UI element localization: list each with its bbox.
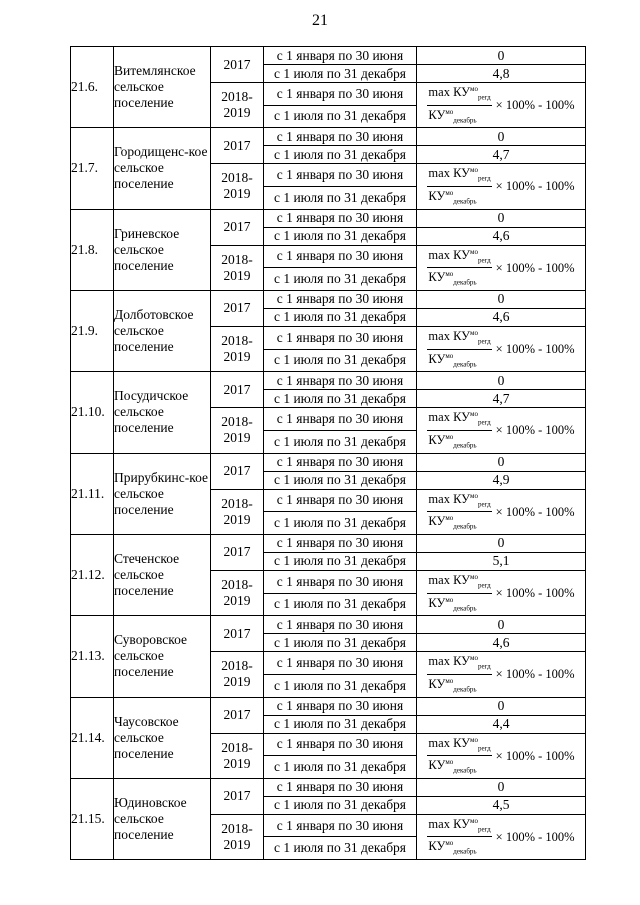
value-second-half: 4,9 [417, 471, 586, 489]
period-second-half: с 1 июля по 31 декабря [264, 674, 417, 697]
year-2017: 2017 [211, 697, 264, 733]
year-2017: 2017 [211, 616, 264, 652]
formula-cell [417, 570, 586, 615]
formula-tail: × 100% - 100% [495, 179, 575, 194]
period-first-half: с 1 января по 30 июня [264, 372, 417, 390]
index-formula [417, 571, 585, 615]
formula-cell [417, 733, 586, 778]
year-2018-2019: 2018-2019 [211, 245, 264, 290]
value-first-half: 0 [417, 697, 586, 715]
period-second-half: с 1 июля по 31 декабря [264, 65, 417, 83]
year-2018-2019: 2018-2019 [211, 489, 264, 534]
formula-fraction [427, 246, 491, 290]
period-second-half: с 1 июля по 31 декабря [264, 227, 417, 245]
formula-fraction [427, 83, 491, 127]
formula-tail: × 100% - 100% [495, 260, 575, 275]
value-second-half: 4,5 [417, 796, 586, 814]
period-first-half: с 1 января по 30 июня [264, 778, 417, 796]
settlement-name: Долботовское сельское поселение [114, 290, 211, 371]
row-number: 21.8. [71, 209, 114, 290]
formula-tail: × 100% - 100% [495, 342, 575, 357]
value-first-half: 0 [417, 453, 586, 471]
settlement-name: Витемлянское сельское поселение [114, 47, 211, 128]
period-second-half: с 1 июля по 31 декабря [264, 837, 417, 860]
formula-fraction [427, 164, 491, 208]
year-2017: 2017 [211, 128, 264, 164]
formula-denominator: $КУ^{мо}_{декабрь}$ [428, 839, 477, 857]
year-2017: 2017 [211, 372, 264, 408]
row-number: 21.10. [71, 372, 114, 453]
formula-fraction [427, 571, 491, 615]
period-first-half: с 1 января по 30 июня [264, 209, 417, 227]
formula-numerator: $\max КУ^{мо}_{регд}$ [427, 490, 491, 513]
value-first-half: 0 [417, 534, 586, 552]
period-first-half: с 1 января по 30 июня [264, 408, 417, 431]
period-second-half: с 1 июля по 31 декабря [264, 471, 417, 489]
period-first-half: с 1 января по 30 июня [264, 326, 417, 349]
formula-tail: × 100% - 100% [495, 98, 575, 113]
formula-denominator: $КУ^{мо}_{декабрь}$ [428, 107, 477, 125]
formula-denominator: $КУ^{мо}_{декабрь}$ [428, 595, 477, 613]
formula-numerator: $\max КУ^{мо}_{регд}$ [427, 734, 491, 757]
formula-cell [417, 83, 586, 128]
value-second-half: 4,6 [417, 308, 586, 326]
period-second-half: с 1 июля по 31 декабря [264, 349, 417, 372]
period-first-half: с 1 января по 30 июня [264, 652, 417, 675]
tariff-table [70, 46, 586, 860]
period-first-half: с 1 января по 30 июня [264, 83, 417, 106]
value-second-half: 4,7 [417, 390, 586, 408]
period-second-half: с 1 июля по 31 декабря [264, 715, 417, 733]
formula-numerator: $\max КУ^{мо}_{регд}$ [427, 246, 491, 269]
value-first-half: 0 [417, 209, 586, 227]
period-second-half: с 1 июля по 31 декабря [264, 552, 417, 570]
year-2018-2019: 2018-2019 [211, 83, 264, 128]
formula-cell [417, 489, 586, 534]
year-2018-2019: 2018-2019 [211, 570, 264, 615]
period-second-half: с 1 июля по 31 декабря [264, 512, 417, 535]
value-second-half: 4,7 [417, 146, 586, 164]
formula-numerator: $\max КУ^{мо}_{регд}$ [427, 815, 491, 838]
year-2017: 2017 [211, 290, 264, 326]
value-second-half: 4,6 [417, 634, 586, 652]
index-formula [417, 327, 585, 371]
year-2018-2019: 2018-2019 [211, 652, 264, 697]
period-second-half: с 1 июля по 31 декабря [264, 430, 417, 453]
period-first-half: с 1 января по 30 июня [264, 534, 417, 552]
row-number: 21.14. [71, 697, 114, 778]
row-number: 21.9. [71, 290, 114, 371]
formula-cell [417, 164, 586, 209]
value-second-half: 5,1 [417, 552, 586, 570]
index-formula [417, 408, 585, 452]
formula-fraction [427, 652, 491, 696]
year-2018-2019: 2018-2019 [211, 164, 264, 209]
formula-cell [417, 326, 586, 371]
settlement-name: Юдиновское сельское поселение [114, 778, 211, 859]
value-first-half: 0 [417, 128, 586, 146]
formula-denominator: $КУ^{мо}_{декабрь}$ [428, 432, 477, 450]
year-2017: 2017 [211, 209, 264, 245]
period-first-half: с 1 января по 30 июня [264, 290, 417, 308]
value-first-half: 0 [417, 47, 586, 65]
formula-denominator: $КУ^{мо}_{декабрь}$ [428, 270, 477, 287]
period-second-half: с 1 июля по 31 декабря [264, 105, 417, 128]
period-first-half: с 1 января по 30 июня [264, 47, 417, 65]
period-second-half: с 1 июля по 31 декабря [264, 146, 417, 164]
formula-denominator: $КУ^{мо}_{декабрь}$ [428, 514, 477, 531]
formula-cell [417, 408, 586, 453]
index-formula [417, 164, 585, 208]
page-number: 21 [312, 12, 328, 29]
formula-numerator: $\max КУ^{мо}_{регд}$ [427, 571, 491, 594]
period-first-half: с 1 января по 30 июня [264, 453, 417, 471]
value-first-half: 0 [417, 290, 586, 308]
value-first-half: 0 [417, 616, 586, 634]
row-number: 21.15. [71, 778, 114, 859]
value-first-half: 0 [417, 372, 586, 390]
formula-fraction [427, 408, 491, 452]
period-first-half: с 1 января по 30 июня [264, 616, 417, 634]
formula-cell [417, 652, 586, 697]
period-second-half: с 1 июля по 31 декабря [264, 186, 417, 209]
index-formula [417, 652, 585, 696]
index-formula [417, 490, 585, 534]
formula-numerator: $\max КУ^{мо}_{регд}$ [427, 83, 491, 106]
year-2018-2019: 2018-2019 [211, 408, 264, 453]
period-first-half: с 1 января по 30 июня [264, 697, 417, 715]
row-number: 21.6. [71, 47, 114, 128]
period-first-half: с 1 января по 30 июня [264, 489, 417, 512]
index-formula [417, 83, 585, 127]
formula-cell [417, 814, 586, 859]
period-second-half: с 1 июля по 31 декабря [264, 593, 417, 616]
formula-numerator: $\max КУ^{мо}_{регд}$ [427, 327, 491, 350]
year-2018-2019: 2018-2019 [211, 814, 264, 859]
settlement-name: Суворовское сельское поселение [114, 616, 211, 697]
formula-tail: × 100% - 100% [495, 829, 575, 844]
index-formula [417, 815, 585, 859]
period-first-half: с 1 января по 30 июня [264, 733, 417, 756]
value-second-half: 4,4 [417, 715, 586, 733]
year-2017: 2017 [211, 453, 264, 489]
formula-denominator: $КУ^{мо}_{декабрь}$ [428, 351, 477, 369]
formula-tail: × 100% - 100% [495, 667, 575, 682]
formula-tail: × 100% - 100% [495, 423, 575, 438]
row-number: 21.12. [71, 534, 114, 615]
formula-cell [417, 245, 586, 290]
period-first-half: с 1 января по 30 июня [264, 570, 417, 593]
formula-numerator: $\max КУ^{мо}_{регд}$ [427, 408, 491, 431]
settlement-name: Посудичское сельское поселение [114, 372, 211, 453]
settlement-name: Гриневское сельское поселение [114, 209, 211, 290]
period-second-half: с 1 июля по 31 декабря [264, 390, 417, 408]
row-number: 21.11. [71, 453, 114, 534]
index-formula [417, 734, 585, 778]
value-first-half: 0 [417, 778, 586, 796]
settlement-name: Чаусовское сельское поселение [114, 697, 211, 778]
formula-fraction [427, 734, 491, 778]
year-2017: 2017 [211, 47, 264, 83]
formula-tail: × 100% - 100% [495, 504, 575, 519]
period-first-half: с 1 января по 30 июня [264, 164, 417, 187]
value-second-half: 4,6 [417, 227, 586, 245]
formula-denominator: $КУ^{мо}_{декабрь}$ [428, 758, 477, 775]
formula-tail: × 100% - 100% [495, 748, 575, 763]
period-second-half: с 1 июля по 31 декабря [264, 756, 417, 779]
settlement-name: Прирубкинс-кое сельское поселение [114, 453, 211, 534]
period-second-half: с 1 июля по 31 декабря [264, 796, 417, 814]
year-2017: 2017 [211, 778, 264, 814]
index-formula [417, 246, 585, 290]
period-first-half: с 1 января по 30 июня [264, 245, 417, 268]
year-2017: 2017 [211, 534, 264, 570]
settlement-name: Стеченское сельское поселение [114, 534, 211, 615]
year-2018-2019: 2018-2019 [211, 326, 264, 371]
formula-numerator: $\max КУ^{мо}_{регд}$ [427, 164, 491, 187]
settlement-name: Городищенс-кое сельское поселение [114, 128, 211, 209]
period-second-half: с 1 июля по 31 декабря [264, 308, 417, 326]
formula-fraction [427, 327, 491, 371]
formula-numerator: $\max КУ^{мо}_{регд}$ [427, 652, 491, 675]
period-second-half: с 1 июля по 31 декабря [264, 634, 417, 652]
formula-denominator: $КУ^{мо}_{декабрь}$ [428, 188, 477, 206]
row-number: 21.7. [71, 128, 114, 209]
period-first-half: с 1 января по 30 июня [264, 128, 417, 146]
period-first-half: с 1 января по 30 июня [264, 814, 417, 837]
formula-denominator: $КУ^{мо}_{декабрь}$ [428, 676, 477, 694]
period-second-half: с 1 июля по 31 декабря [264, 268, 417, 291]
formula-fraction [427, 490, 491, 534]
formula-fraction [427, 815, 491, 859]
value-second-half: 4,8 [417, 65, 586, 83]
year-2018-2019: 2018-2019 [211, 733, 264, 778]
row-number: 21.13. [71, 616, 114, 697]
formula-tail: × 100% - 100% [495, 586, 575, 601]
